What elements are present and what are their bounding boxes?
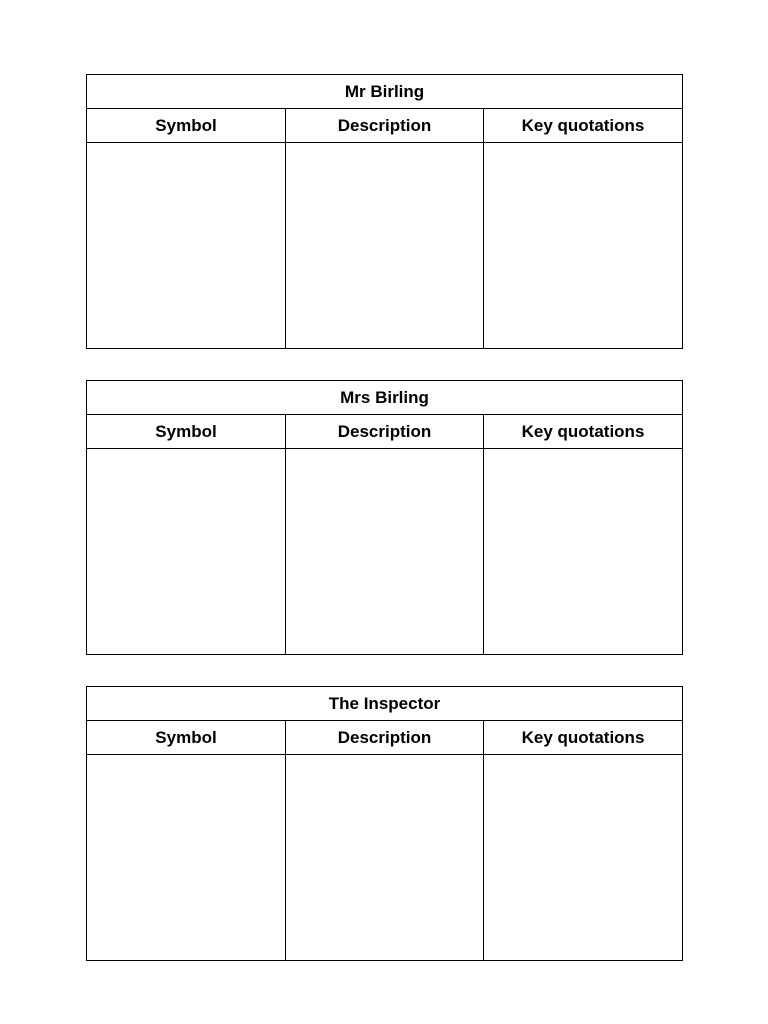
description-cell[interactable] xyxy=(286,143,484,349)
column-header-description: Description xyxy=(286,415,484,449)
table-title: Mrs Birling xyxy=(87,381,683,415)
character-table-the-inspector xyxy=(86,686,683,961)
symbol-cell[interactable] xyxy=(87,755,286,961)
key-quotations-cell[interactable] xyxy=(484,755,683,961)
column-header-key-quotations: Key quotations xyxy=(484,109,683,143)
column-header-key-quotations: Key quotations xyxy=(484,415,683,449)
character-table-mr-birling xyxy=(86,74,683,349)
table-title: Mr Birling xyxy=(87,75,683,109)
symbol-cell[interactable] xyxy=(87,449,286,655)
column-header-symbol: Symbol xyxy=(87,415,286,449)
column-header-description: Description xyxy=(286,109,484,143)
key-quotations-cell[interactable] xyxy=(484,449,683,655)
description-cell[interactable] xyxy=(286,449,484,655)
character-table-mrs-birling xyxy=(86,380,683,655)
description-cell[interactable] xyxy=(286,755,484,961)
column-header-symbol: Symbol xyxy=(87,109,286,143)
column-header-key-quotations: Key quotations xyxy=(484,721,683,755)
table-title: The Inspector xyxy=(87,687,683,721)
column-header-symbol: Symbol xyxy=(87,721,286,755)
key-quotations-cell[interactable] xyxy=(484,143,683,349)
column-header-description: Description xyxy=(286,721,484,755)
symbol-cell[interactable] xyxy=(87,143,286,349)
